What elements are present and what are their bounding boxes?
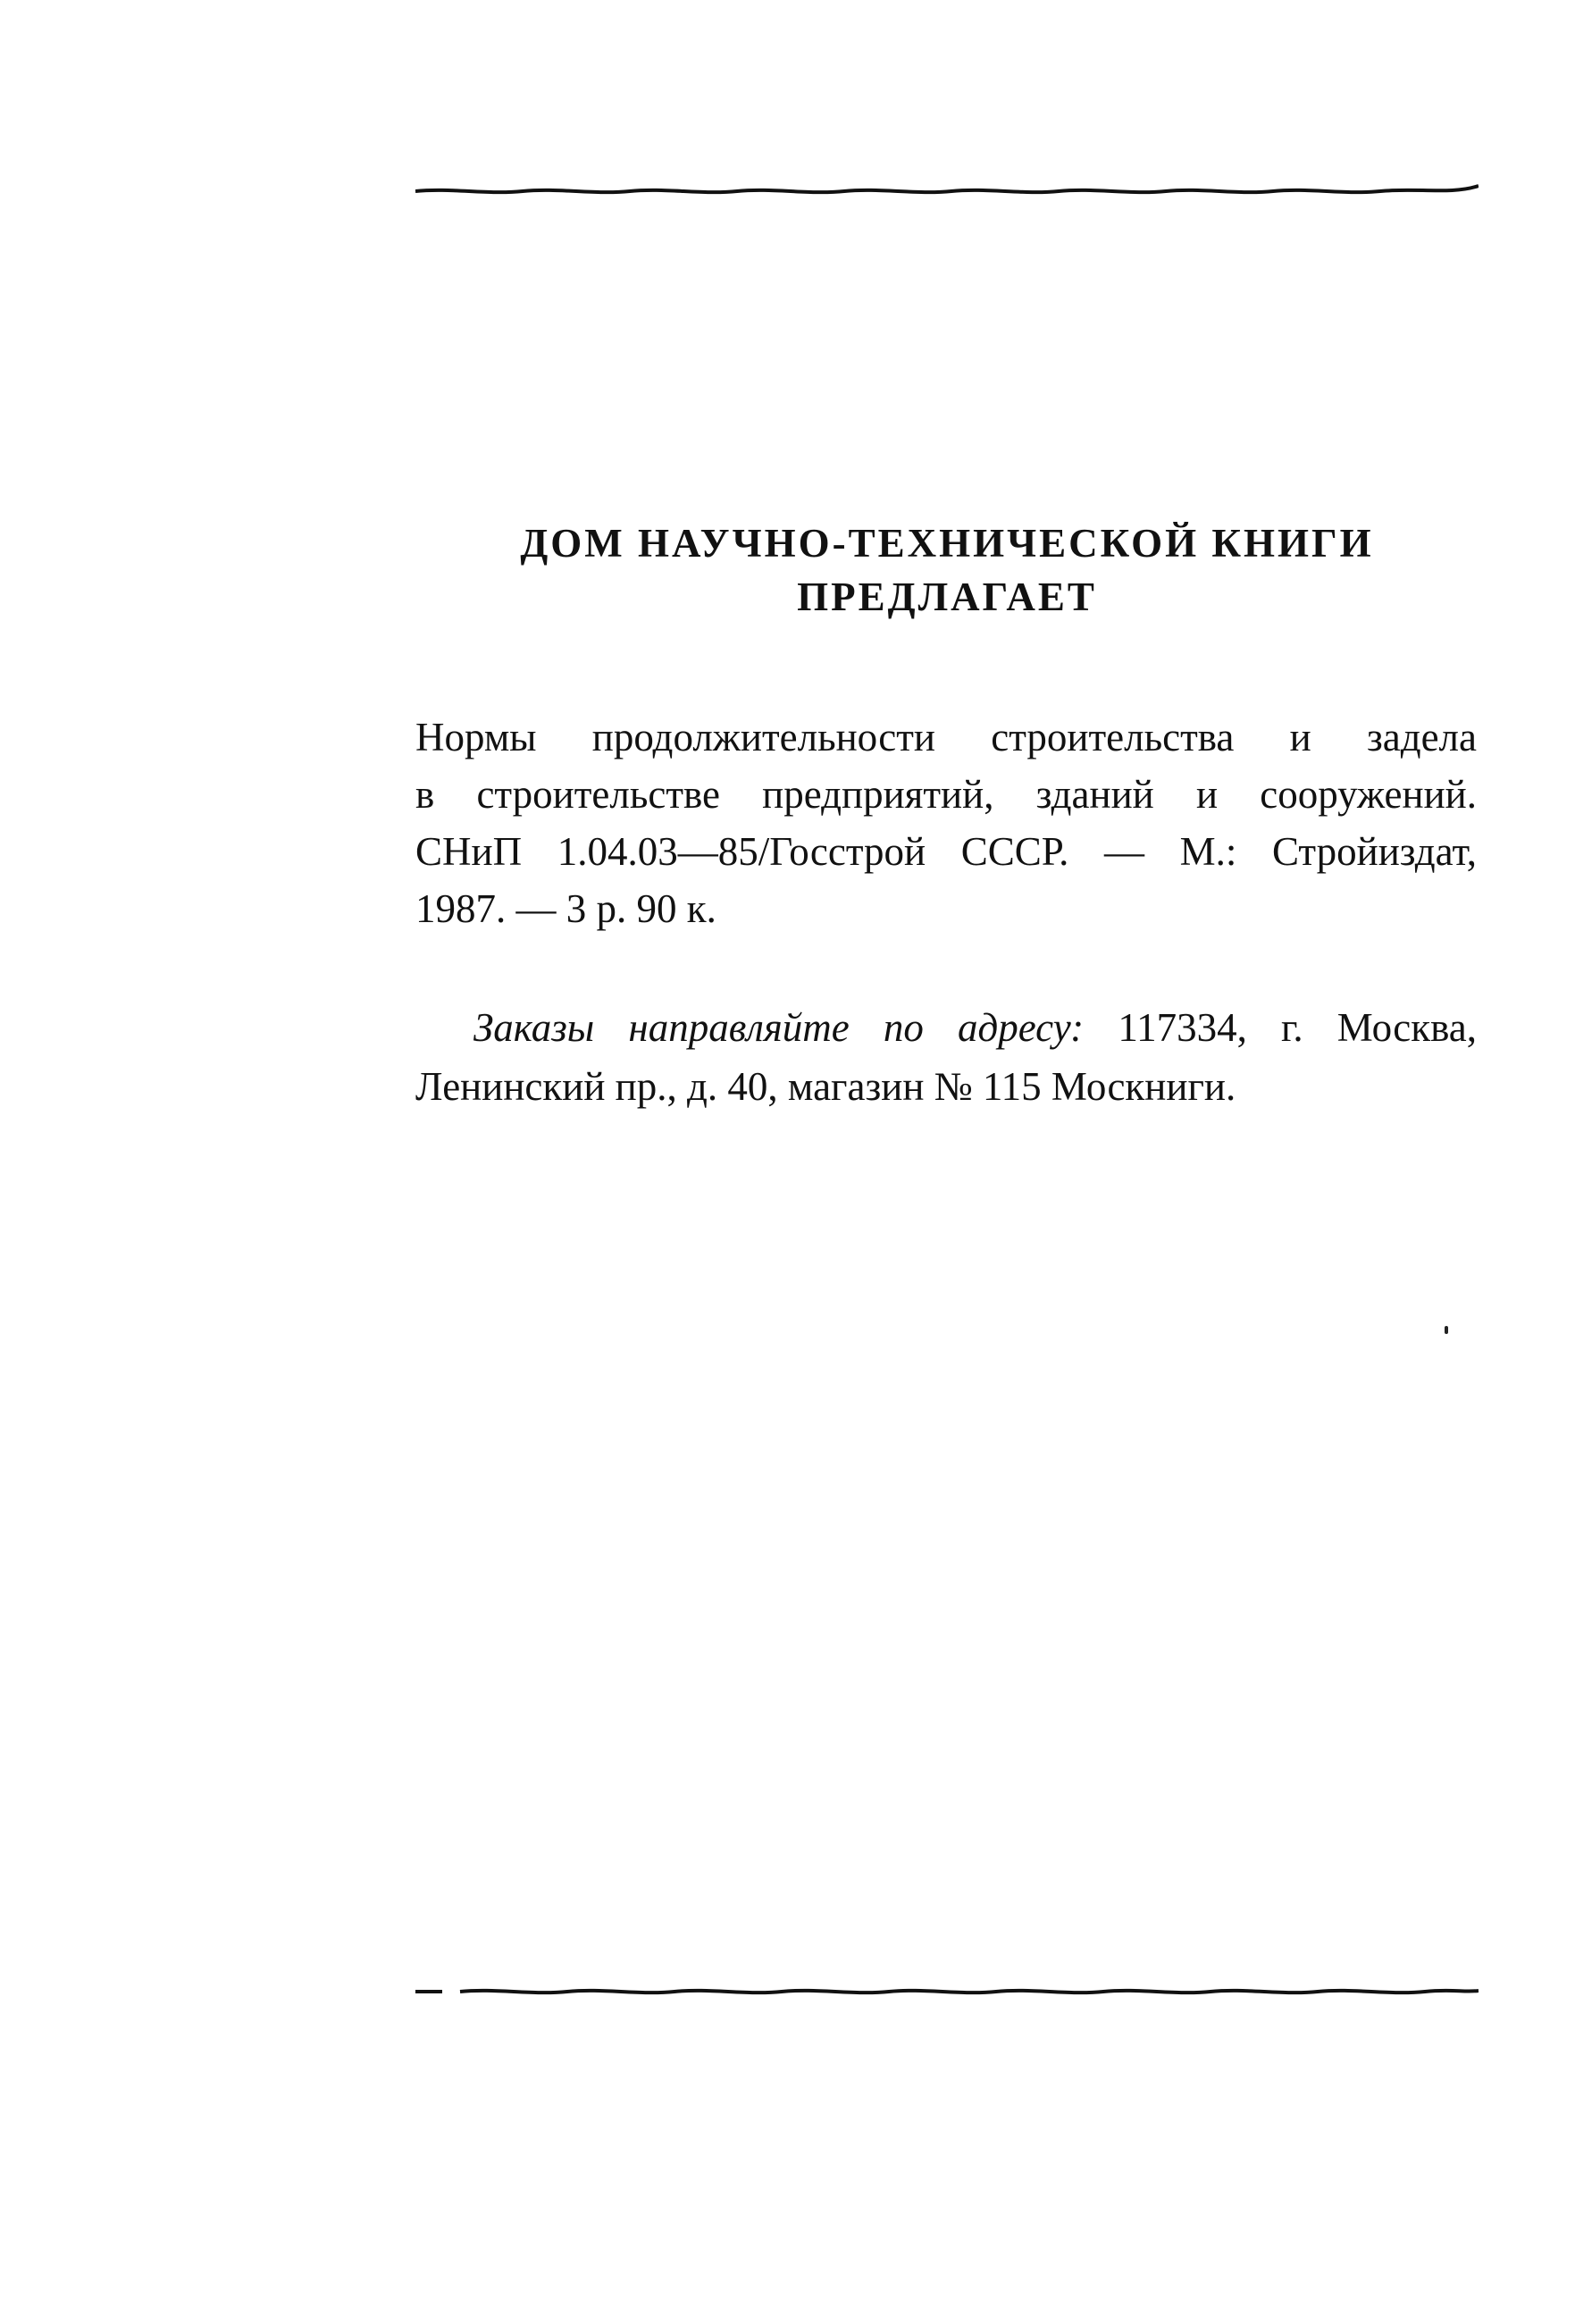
order-line-2: Ленинский пр., д. 40, магазин № 115 Москниги. <box>415 1064 1236 1109</box>
book-listing <box>415 709 1477 937</box>
listing-line-3: СНиП 1.04.03—85/Госстрой СССР. — М.: Стройиздат, <box>415 829 1477 874</box>
order-label: Заказы направляйте по адресу: <box>473 1005 1085 1050</box>
page-heading <box>420 516 1474 624</box>
heading-line-1: ДОМ НАУЧНО-ТЕХНИЧЕСКОЙ КНИГИ <box>520 521 1374 566</box>
listing-line-2: в строительстве предприятий, зданий и сооружений. <box>415 772 1477 817</box>
listing-line-1: Нормы продолжительности строительства и задела <box>415 715 1477 759</box>
bottom-wavy-rule <box>415 1977 1479 2004</box>
heading-line-2: ПРЕДЛАГАЕТ <box>797 575 1097 619</box>
top-wavy-rule <box>415 177 1479 204</box>
order-address-city: 117334, г. Москва, <box>1118 1005 1478 1050</box>
listing-line-4: 1987. — 3 р. 90 к. <box>415 886 716 931</box>
order-instructions <box>415 998 1477 1116</box>
order-line-1 <box>415 998 1477 1057</box>
print-speck <box>1445 1326 1448 1334</box>
